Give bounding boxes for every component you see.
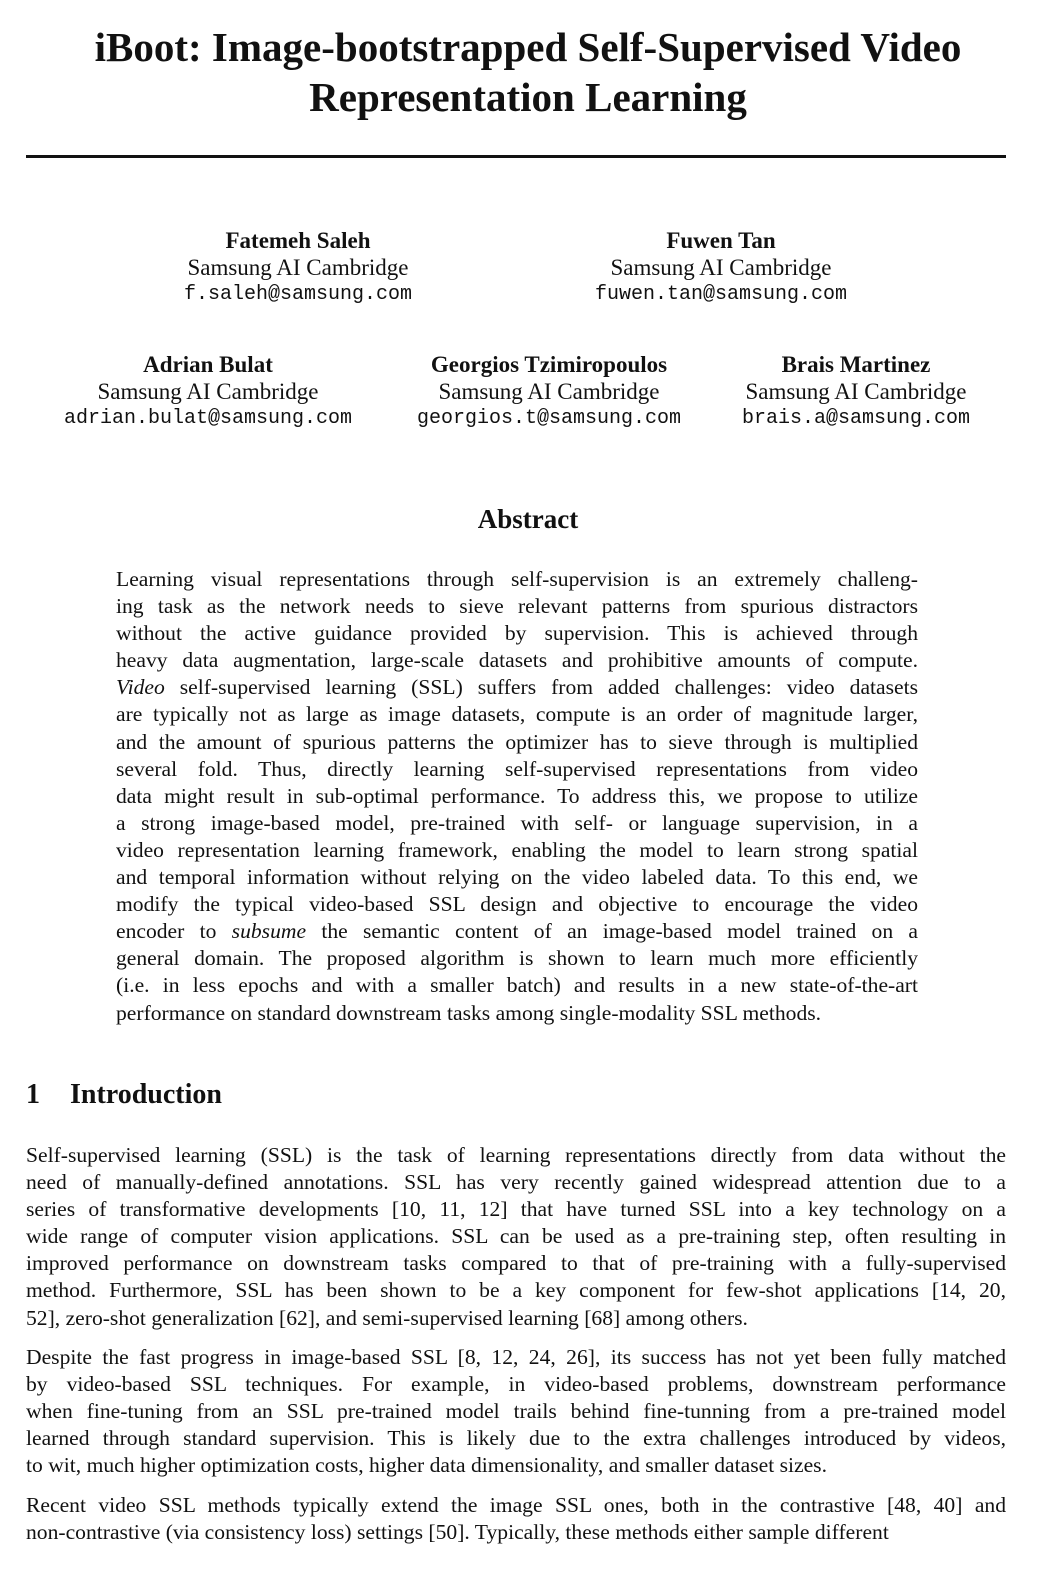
author-block <box>721 351 991 432</box>
section-title: Introduction <box>70 1079 222 1110</box>
text-line: improved performance on downstream tasks compared to that of pre-training with a fully-supervised <box>26 1251 1006 1276</box>
text-line: Self-supervised learning (SSL) is the task of learning representations directly from data without the <box>26 1143 1006 1167</box>
text-line: general domain. The proposed algorithm is shown to learn much more efficiently <box>116 946 918 971</box>
text-line: need of manually-defined annotations. SSL has very recently gained widespread attention due to a <box>26 1170 1006 1195</box>
section-heading <box>26 1078 222 1112</box>
text-line: data might result in sub-optimal performance. To address this, we propose to utilize <box>116 783 918 808</box>
text-segment: encoder to <box>116 919 232 944</box>
author-block <box>48 351 368 432</box>
text-line: learned through standard supervision. This is likely due to the extra challenges introduced by videos, <box>26 1426 1006 1451</box>
text-line: Learning visual representations through self-supervision is an extremely challeng- <box>116 567 918 591</box>
text-line: ing task as the network needs to sieve relevant patterns from spurious distractors <box>116 594 918 619</box>
text-line: Recent video SSL methods typically extend the image SSL ones, both in the contrastive [48, 40] and <box>26 1493 1006 1517</box>
abstract-heading: Abstract <box>477 504 579 534</box>
text-line: method. Furthermore, SSL has been shown to be a key component for few-shot applications [14, 20, <box>26 1278 1006 1303</box>
abstract-body <box>116 566 918 1027</box>
author-email[interactable]: fuwen.tan@samsung.com <box>594 283 848 306</box>
intro-paragraph <box>26 1142 1006 1332</box>
title-line: Representation Learning <box>309 74 747 120</box>
author-block <box>394 351 704 432</box>
emphasis-text: Video <box>116 675 165 700</box>
text-line: wide range of computer vision applications. SSL can be used as a pre-training step, often resulting in <box>26 1224 1006 1249</box>
author-block <box>148 227 448 308</box>
author-name: Adrian Bulat <box>143 352 273 377</box>
text-line: 52], zero-shot generalization [62], and semi-supervised learning [68] among others. <box>26 1305 748 1330</box>
author-email[interactable]: adrian.bulat@samsung.com <box>63 407 353 430</box>
author-affiliation: Samsung AI Cambridge <box>187 255 409 280</box>
text-line <box>116 674 918 701</box>
text-line: and temporal information without relying on the video labeled data. To this end, we <box>116 865 918 890</box>
text-line: a strong image-based model, pre-trained with self- or language supervision, in a <box>116 810 918 835</box>
author-name: Fatemeh Saleh <box>225 228 371 253</box>
intro-paragraph <box>26 1492 1006 1546</box>
text-line: Despite the fast progress in image-based SSL [8, 12, 24, 26], its success has not yet been fully matched <box>26 1345 1006 1369</box>
title-rule <box>26 155 1006 158</box>
author-affiliation: Samsung AI Cambridge <box>438 379 660 404</box>
section-number: 1 <box>26 1079 40 1110</box>
text-line: are typically not as large as image datasets, compute is an order of magnitude larger, <box>116 702 918 727</box>
text-segment: self-supervised learning (SSL) suffers from added challenges: video datasets <box>164 675 918 700</box>
text-line: several fold. Thus, directly learning self-supervised representations from video <box>116 756 918 781</box>
text-line: without the active guidance provided by supervision. This is achieved through <box>116 621 918 646</box>
emphasis-text: subsume <box>231 919 307 944</box>
author-name: Fuwen Tan <box>666 228 776 253</box>
title-line: iBoot: Image-bootstrapped Self-Supervised Video <box>94 24 962 70</box>
text-line: modify the typical video-based SSL design and objective to encourage the video <box>116 892 918 917</box>
text-line: by video-based SSL techniques. For example, in video-based problems, downstream performance <box>26 1372 1006 1397</box>
text-segment: the semantic content of an image-based model trained on a <box>306 919 918 944</box>
text-line: heavy data augmentation, large-scale datasets and prohibitive amounts of compute. <box>116 648 918 673</box>
text-line: to wit, much higher optimization costs, higher data dimensionality, and smaller dataset sizes. <box>26 1453 827 1478</box>
author-affiliation: Samsung AI Cambridge <box>97 379 319 404</box>
text-line: video representation learning framework, enabling the model to learn strong spatial <box>116 837 918 862</box>
paper-title <box>20 22 1036 122</box>
author-affiliation: Samsung AI Cambridge <box>610 255 832 280</box>
author-block <box>571 227 871 308</box>
author-email[interactable]: georgios.t@samsung.com <box>416 407 682 430</box>
text-line <box>116 918 918 945</box>
author-affiliation: Samsung AI Cambridge <box>745 379 967 404</box>
author-name: Georgios Tzimiropoulos <box>430 352 668 377</box>
text-line: when fine-tuning from an SSL pre-trained model trails behind fine-tunning from a pre-trained model <box>26 1399 1006 1424</box>
author-email[interactable]: f.saleh@samsung.com <box>183 283 413 306</box>
intro-paragraph <box>26 1344 1006 1479</box>
text-line: non-contrastive (via consistency loss) settings [50]. Typically, these methods either sample different <box>26 1520 889 1545</box>
text-line: series of transformative developments [10, 11, 12] that have turned SSL into a key technology on a <box>26 1197 1006 1222</box>
author-name: Brais Martinez <box>781 352 931 377</box>
text-line: (i.e. in less epochs and with a smaller batch) and results in a new state-of-the-art <box>116 973 918 998</box>
text-line: and the amount of spurious patterns the optimizer has to sieve through is multiplied <box>116 729 918 754</box>
text-line: performance on standard downstream tasks among single-modality SSL methods. <box>116 1000 822 1025</box>
author-email[interactable]: brais.a@samsung.com <box>741 407 971 430</box>
